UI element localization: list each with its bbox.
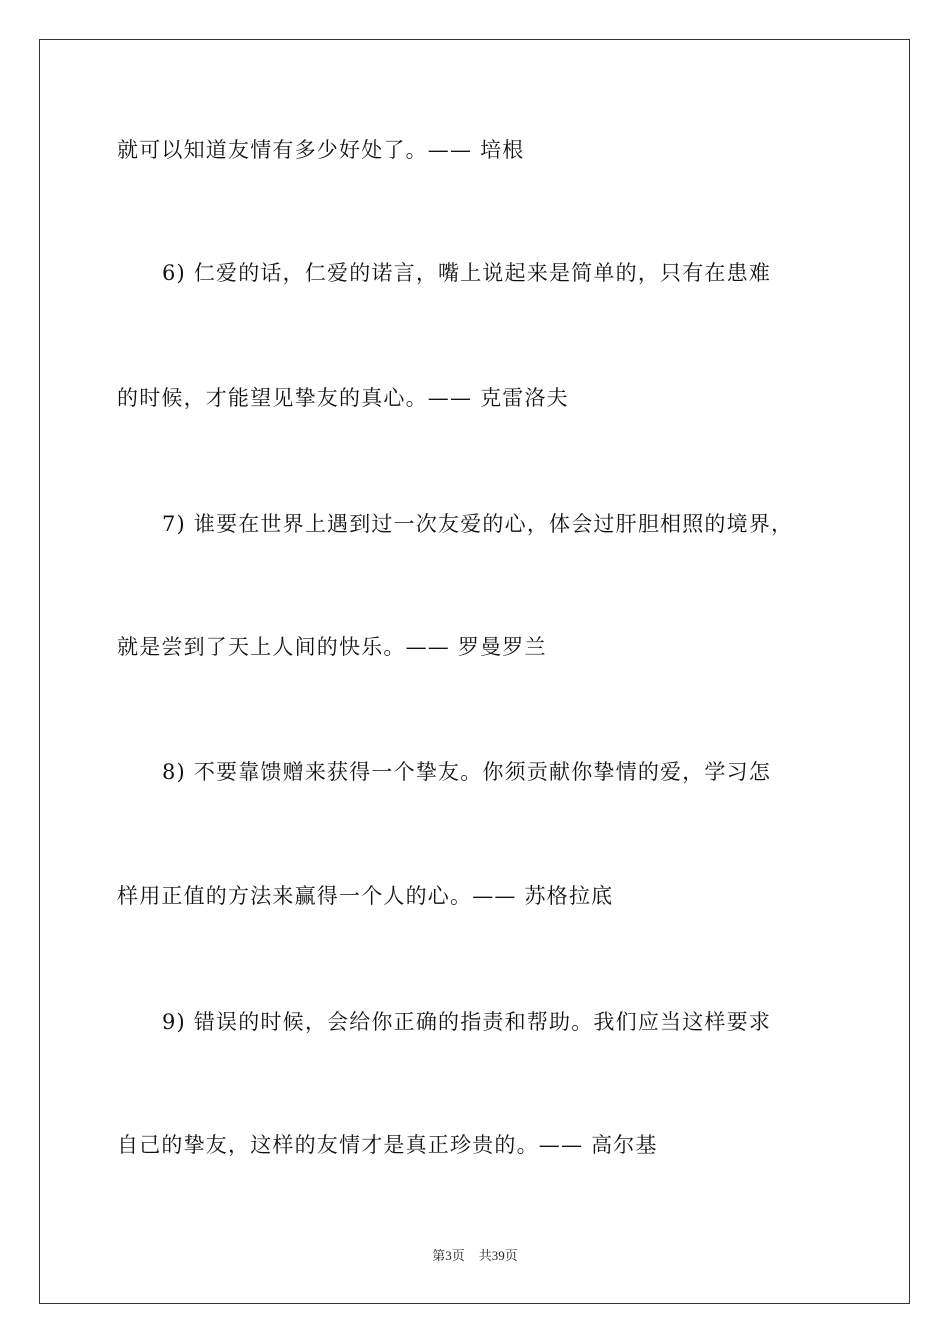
quote-9-line-2: 自己的挚友，这样的友情才是真正珍贵的。—— 高尔基 bbox=[117, 1133, 658, 1157]
quote-8-line-1: 8) 不要靠馈赠来获得一个挚友。你须贡献你挚情的爱，学习怎 bbox=[162, 760, 772, 784]
page-footer bbox=[0, 1247, 950, 1265]
quote-8-line-2: 样用正值的方法来赢得一个人的心。—— 苏格拉底 bbox=[117, 884, 614, 908]
quote-7-line-1: 7) 谁要在世界上遇到过一次友爱的心，体会过肝胆相照的境界， bbox=[162, 512, 794, 536]
page-border bbox=[39, 39, 910, 1304]
quote-6-line-1: 6) 仁爱的话，仁爱的诺言，嘴上说起来是简单的，只有在患难 bbox=[162, 261, 772, 285]
text-line-continuation: 就可以知道友情有多少好处了。—— 培根 bbox=[117, 138, 525, 162]
page-number: 第3页 bbox=[432, 1248, 465, 1263]
quote-7-line-2: 就是尝到了天上人间的快乐。—— 罗曼罗兰 bbox=[117, 635, 547, 659]
quote-6-line-2: 的时候，才能望见挚友的真心。—— 克雷洛夫 bbox=[117, 386, 569, 410]
quote-9-line-1: 9) 错误的时候，会给你正确的指责和帮助。我们应当这样要求 bbox=[162, 1010, 772, 1034]
page-total: 共39页 bbox=[478, 1248, 518, 1263]
